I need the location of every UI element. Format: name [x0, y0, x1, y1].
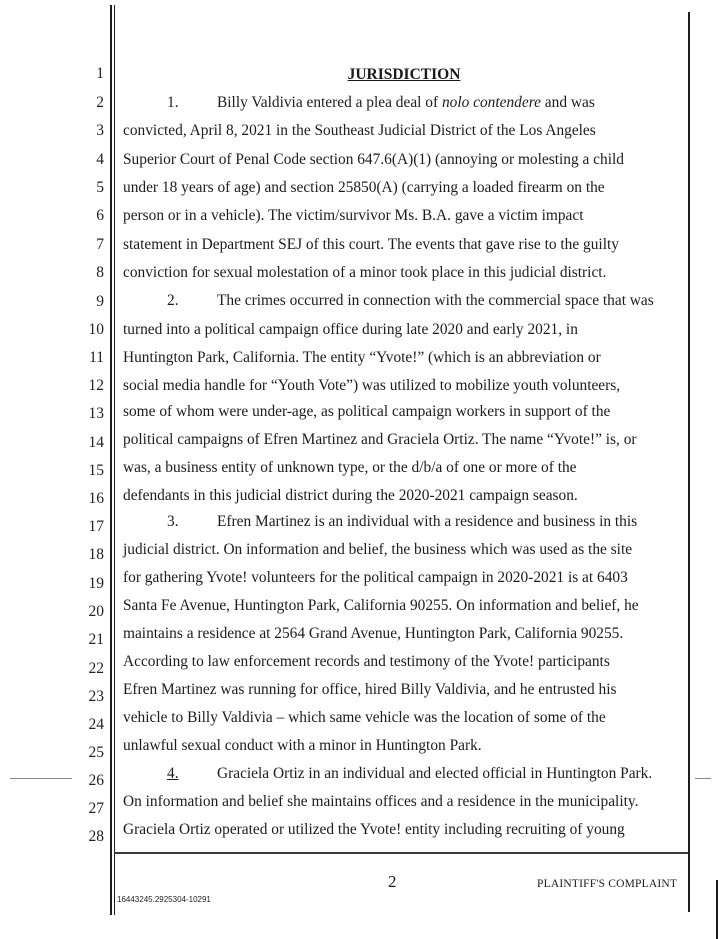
text-run: The crimes occurred in connection with the commercial space that was	[217, 292, 654, 309]
line-number: 13	[88, 405, 104, 422]
line-number: 25	[88, 744, 104, 761]
paragraph-line: Huntington Park, California. The entity “Yvote!” (which is an abbreviation or	[123, 349, 601, 366]
paragraph-line: convicted, April 8, 2021 in the Southeast Judicial District of the Los Angeles	[123, 122, 596, 139]
paragraph-number: 3.	[167, 513, 179, 530]
line-number: 28	[88, 828, 104, 845]
line-number: 24	[88, 716, 104, 733]
italic-term: nolo contendere	[441, 94, 541, 111]
line-number: 27	[88, 800, 104, 817]
paragraph-line: defendants in this judicial district during the 2020-2021 campaign season.	[123, 487, 578, 504]
paragraph-number: 4.	[167, 765, 179, 782]
line-number: 5	[96, 179, 104, 196]
text-run: Graciela Ortiz in an individual and elected official in Huntington Park.	[217, 765, 653, 782]
paragraph-line: vehicle to Billy Valdivia – which same vehicle was the location of some of the	[123, 709, 606, 726]
line-number: 21	[88, 631, 104, 648]
paragraph-line: Efren Martinez was running for office, hired Billy Valdivia, and he entrusted his	[123, 681, 617, 698]
text-run: Efren Martinez is an individual with a residence and business in this	[217, 513, 638, 530]
line-number: 26	[88, 772, 104, 789]
line-number: 2	[96, 94, 104, 111]
line-number: 9	[96, 293, 104, 310]
line-number: 6	[96, 207, 104, 224]
paragraph-line: Superior Court of Penal Code section 647.6(A)(1) (annoying or molesting a child	[123, 151, 624, 168]
footer-separator	[114, 852, 688, 854]
paragraph-line: maintains a residence at 2564 Grand Avenue, Huntington Park, California 90255.	[123, 625, 624, 642]
line-number: 19	[88, 575, 104, 592]
paragraph-line: conviction for sexual molestation of a minor took place in this judicial district.	[123, 264, 607, 281]
line-number: 20	[88, 603, 104, 620]
paragraph-line: Santa Fe Avenue, Huntington Park, California 90255. On information and belief, he	[123, 597, 639, 614]
page-edge-rule	[716, 880, 718, 939]
paragraph-number: 1.	[167, 94, 179, 111]
text-run: and was	[540, 94, 595, 111]
paragraph-line: On information and belief she maintains offices and a residence in the municipality.	[123, 793, 639, 810]
paragraph-line	[123, 292, 654, 310]
line-number: 17	[88, 518, 104, 535]
paragraph-line: social media handle for “Youth Vote”) was utilized to mobilize youth volunteers,	[123, 377, 621, 394]
left-margin-rule-outer	[110, 5, 112, 915]
line-number: 1	[96, 65, 104, 82]
page-number: 2	[388, 872, 397, 891]
paragraph-line: judicial district. On information and belief, the business which was used as the site	[123, 541, 633, 558]
paragraph-line: political campaigns of Efren Martinez and Graciela Ortiz. The name “Yvote!” is, or	[123, 431, 637, 448]
line-number: 8	[96, 264, 104, 281]
line-number: 7	[96, 236, 104, 253]
line-number: 22	[88, 660, 104, 677]
line-number: 18	[88, 546, 104, 563]
line-number: 16	[88, 490, 104, 507]
section-heading-text: JURISDICTION	[347, 66, 461, 83]
left-margin-rule-inner	[114, 5, 116, 915]
line-number: 11	[89, 349, 104, 366]
paragraph-line: unlawful sexual conduct with a minor in Huntington Park.	[123, 737, 482, 754]
line-number: 3	[96, 122, 104, 139]
paragraph-line: person or in a vehicle). The victim/survivor Ms. B.A. gave a victim impact	[123, 207, 584, 224]
section-heading	[0, 66, 720, 84]
document-id: 16443245.2925304-10291	[117, 895, 211, 904]
text-run: Billy Valdivia entered a plea deal of	[217, 94, 442, 111]
paragraph-line	[123, 513, 637, 531]
line-number: 14	[88, 434, 104, 451]
line-number: 15	[88, 462, 104, 479]
paragraph-line	[123, 765, 652, 783]
paragraph-line: was, a business entity of unknown type, or the d/b/a of one or more of the	[123, 459, 577, 476]
scan-artifact-right	[695, 778, 711, 779]
paragraph-line: statement in Department SEJ of this court. The events that gave rise to the guilty	[123, 236, 619, 253]
paragraph-line: Graciela Ortiz operated or utilized the Yvote! entity including recruiting of young	[123, 821, 625, 838]
document-title: PLAINTIFF'S COMPLAINT	[537, 878, 678, 890]
line-number: 10	[88, 321, 104, 338]
paragraph-line: under 18 years of age) and section 25850(A) (carrying a loaded firearm on the	[123, 179, 605, 196]
line-number: 23	[88, 688, 104, 705]
line-number: 4	[96, 151, 104, 168]
paragraph-line	[123, 94, 595, 112]
line-number: 12	[88, 377, 104, 394]
paragraph-line: turned into a political campaign office during late 2020 and early 2021, in	[123, 321, 578, 338]
scan-artifact-left	[10, 778, 72, 779]
paragraph-line: some of whom were under-age, as political campaign workers in support of the	[123, 403, 611, 420]
paragraph-number: 2.	[167, 292, 179, 309]
paragraph-line: for gathering Yvote! volunteers for the political campaign in 2020-2021 is at 6403	[123, 569, 628, 586]
paragraph-line: According to law enforcement records and testimony of the Yvote! participants	[123, 653, 610, 670]
right-margin-rule	[688, 12, 690, 912]
